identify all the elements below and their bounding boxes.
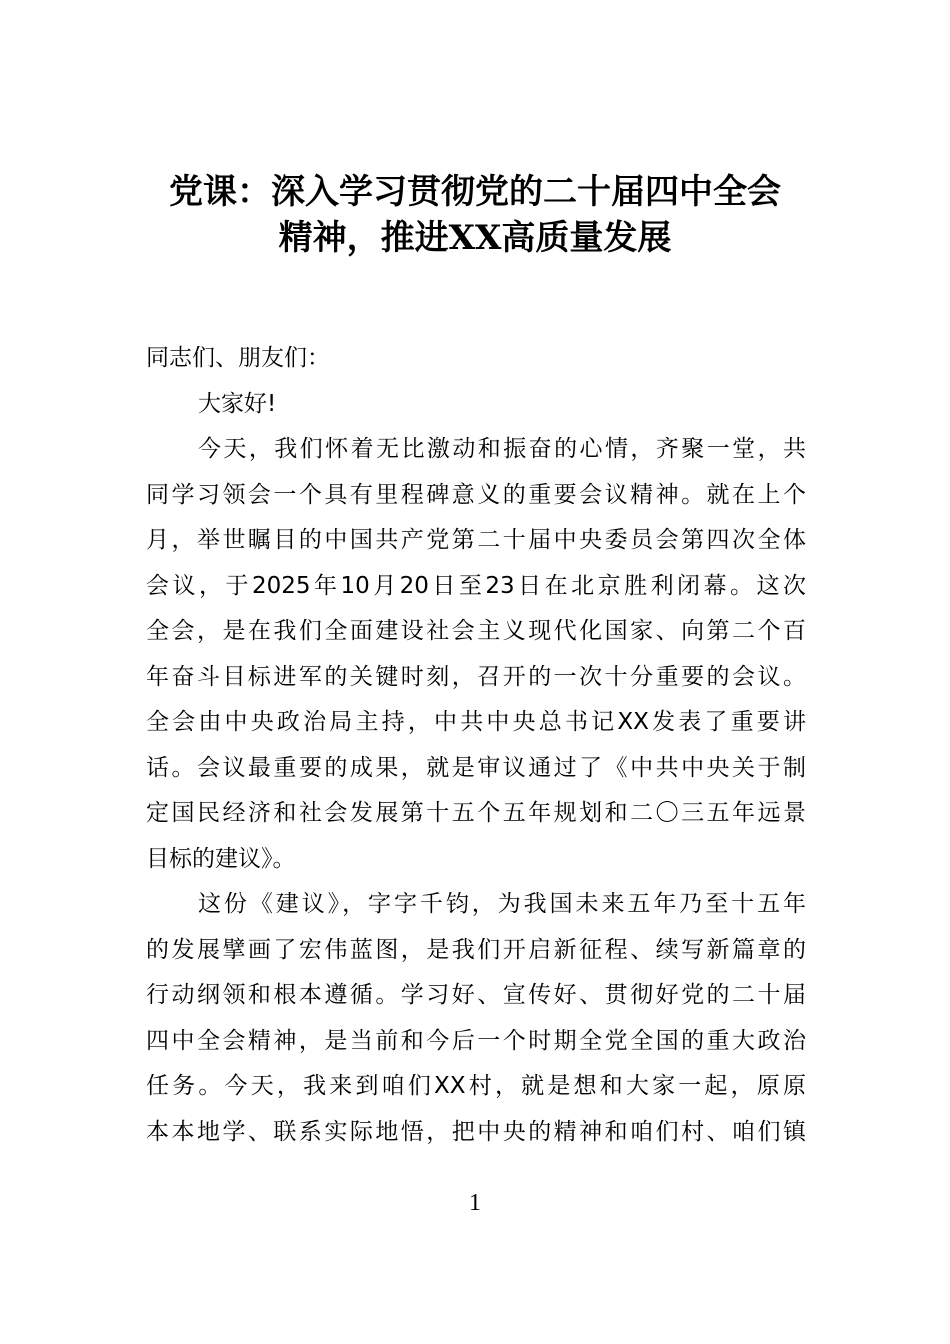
- paragraph-line: 的发展擘画了宏伟蓝图，是我们开启新征程、续写新篇章的: [146, 936, 806, 963]
- paragraph-line: 全会由中央政治局主持，中共中央总书记XX发表了重要讲: [146, 709, 806, 735]
- paragraph-line: 本本地学、联系实际地悟，把中央的精神和咱们村、咱们镇: [146, 1118, 806, 1145]
- greeting: 大家好!: [198, 390, 277, 417]
- paragraph-line: 同学习领会一个具有里程碑意义的重要会议精神。就在上个: [146, 481, 806, 508]
- paragraph-line: 任务。今天，我来到咱们XX村，就是想和大家一起，原原: [146, 1073, 806, 1099]
- paragraph-line: 四中全会精神，是当前和今后一个时期全党全国的重大政治: [146, 1027, 806, 1054]
- paragraph-line: 行动纲领和根本遵循。学习好、宣传好、贯彻好党的二十届: [146, 982, 806, 1008]
- title-line-1: 党课：深入学习贯彻党的二十届四中全会: [169, 172, 781, 212]
- paragraph-line: 这份《建议》，字字千钧，为我国未来五年乃至十五年: [198, 891, 806, 917]
- paragraph-line: 会议，于2025年10月20日至23日在北京胜利闭幕。这次: [146, 572, 806, 599]
- salutation: 同志们、朋友们：: [146, 345, 330, 371]
- paragraph-line: 话。会议最重要的成果，就是审议通过了《中共中央关于制: [146, 754, 806, 781]
- paragraph-line: 今天，我们怀着无比激动和振奋的心情，齐聚一堂，共: [198, 436, 806, 462]
- title-line-2: 精神，推进XX高质量发展: [278, 218, 672, 258]
- paragraph-line: 全会，是在我们全面建设社会主义现代化国家、向第二个百: [146, 618, 806, 644]
- page-number: 1: [469, 1190, 481, 1216]
- paragraph-line: 定国民经济和社会发展第十五个五年规划和二〇三五年远景: [146, 800, 806, 826]
- paragraph-line: 年奋斗目标进军的关键时刻，召开的一次十分重要的会议。: [146, 663, 806, 690]
- paragraph-line: 月，举世瞩目的中国共产党第二十届中央委员会第四次全体: [146, 527, 806, 553]
- paragraph-line: 目标的建议》。: [146, 845, 296, 872]
